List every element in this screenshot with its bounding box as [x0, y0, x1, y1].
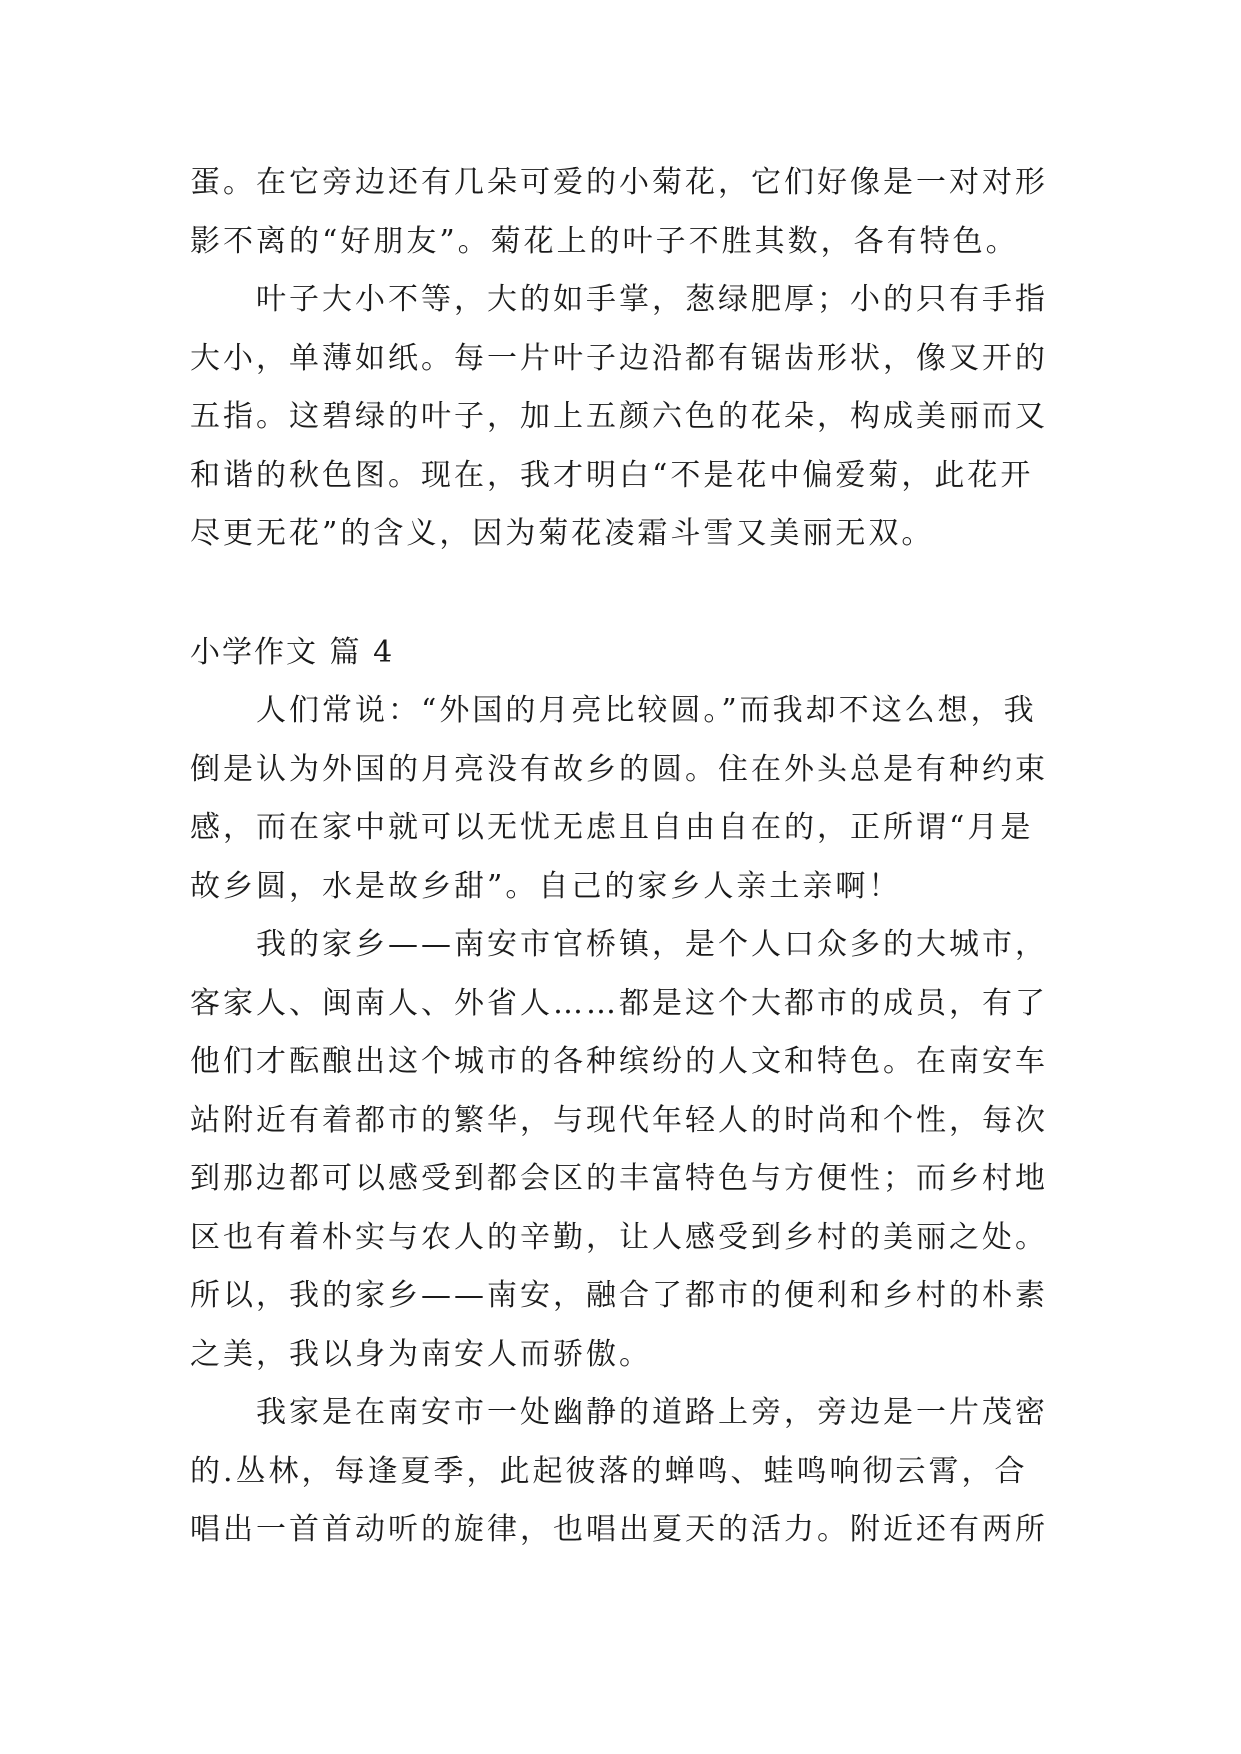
text-line: 故乡圆，水是故乡甜”。自己的家乡人亲土亲啊！	[190, 868, 902, 904]
text-line: 区也有着朴实与农人的辛勤，让人感受到乡村的美丽之处。	[190, 1219, 1048, 1255]
text-line: 感，而在家中就可以无忧无虑且自由自在的，正所谓“月是	[190, 810, 1034, 845]
paragraph-chrysanthemum-end	[190, 154, 1070, 271]
paragraph-home	[190, 1384, 1070, 1560]
text-line: 唱出一首首动听的旋律，也唱出夏天的活力。附近还有两所	[190, 1512, 1048, 1547]
text-line: 我家是在南安市一处幽静的道路上旁，旁边是一片茂密	[256, 1395, 1048, 1430]
text-line: 蛋。在它旁边还有几朵可爱的小菊花，它们好像是一对对形	[190, 165, 1048, 200]
text-line: 到那边都可以感受到都会区的丰富特色与方便性；而乡村地	[190, 1161, 1048, 1196]
paragraph-leaves	[190, 271, 1070, 564]
text-line: 人们常说：“外国的月亮比较圆。”而我却不这么想，我	[256, 693, 1037, 728]
text-line: 尽更无花”的含义，因为菊花凌霜斗雪又美丽无双。	[190, 516, 935, 551]
text-line: 叶子大小不等，大的如手掌，葱绿肥厚；小的只有手指	[256, 282, 1048, 317]
text-line: 他们才酝酿出这个城市的各种缤纷的人文和特色。在南安车	[190, 1044, 1048, 1079]
document-body	[190, 154, 1070, 1560]
text-line: 站附近有着都市的繁华，与现代年轻人的时尚和个性，每次	[190, 1102, 1048, 1138]
text-line: 倒是认为外国的月亮没有故乡的圆。住在外头总是有种约束	[190, 751, 1048, 787]
text-line: 之美，我以身为南安人而骄傲。	[190, 1336, 652, 1372]
text-line: 我的家乡——南安市官桥镇，是个人口众多的大城市，	[256, 927, 1048, 962]
section-heading: 小学作文 篇 4	[190, 634, 395, 670]
text-line: 大小，单薄如纸。每一片叶子边沿都有锯齿形状，像叉开的	[190, 340, 1048, 376]
paragraph-hometown	[190, 916, 1070, 1384]
text-line: 所以，我的家乡——南安，融合了都市的便利和乡村的朴素	[190, 1278, 1048, 1313]
text-line: 和谐的秋色图。现在，我才明白“不是花中偏爱菊，此花开	[190, 457, 1034, 493]
text-line: 五指。这碧绿的叶子，加上五颜六色的花朵，构成美丽而又	[190, 399, 1048, 434]
paragraph-moon	[190, 682, 1070, 916]
text-line: 的.丛林，每逢夏季，此起彼落的蝉鸣、蛙鸣响彻云霄，合	[190, 1453, 1028, 1489]
text-line: 客家人、闽南人、外省人……都是这个大都市的成员，有了	[190, 985, 1048, 1021]
text-line: 影不离的“好朋友”。菊花上的叶子不胜其数，各有特色。	[190, 223, 1019, 259]
